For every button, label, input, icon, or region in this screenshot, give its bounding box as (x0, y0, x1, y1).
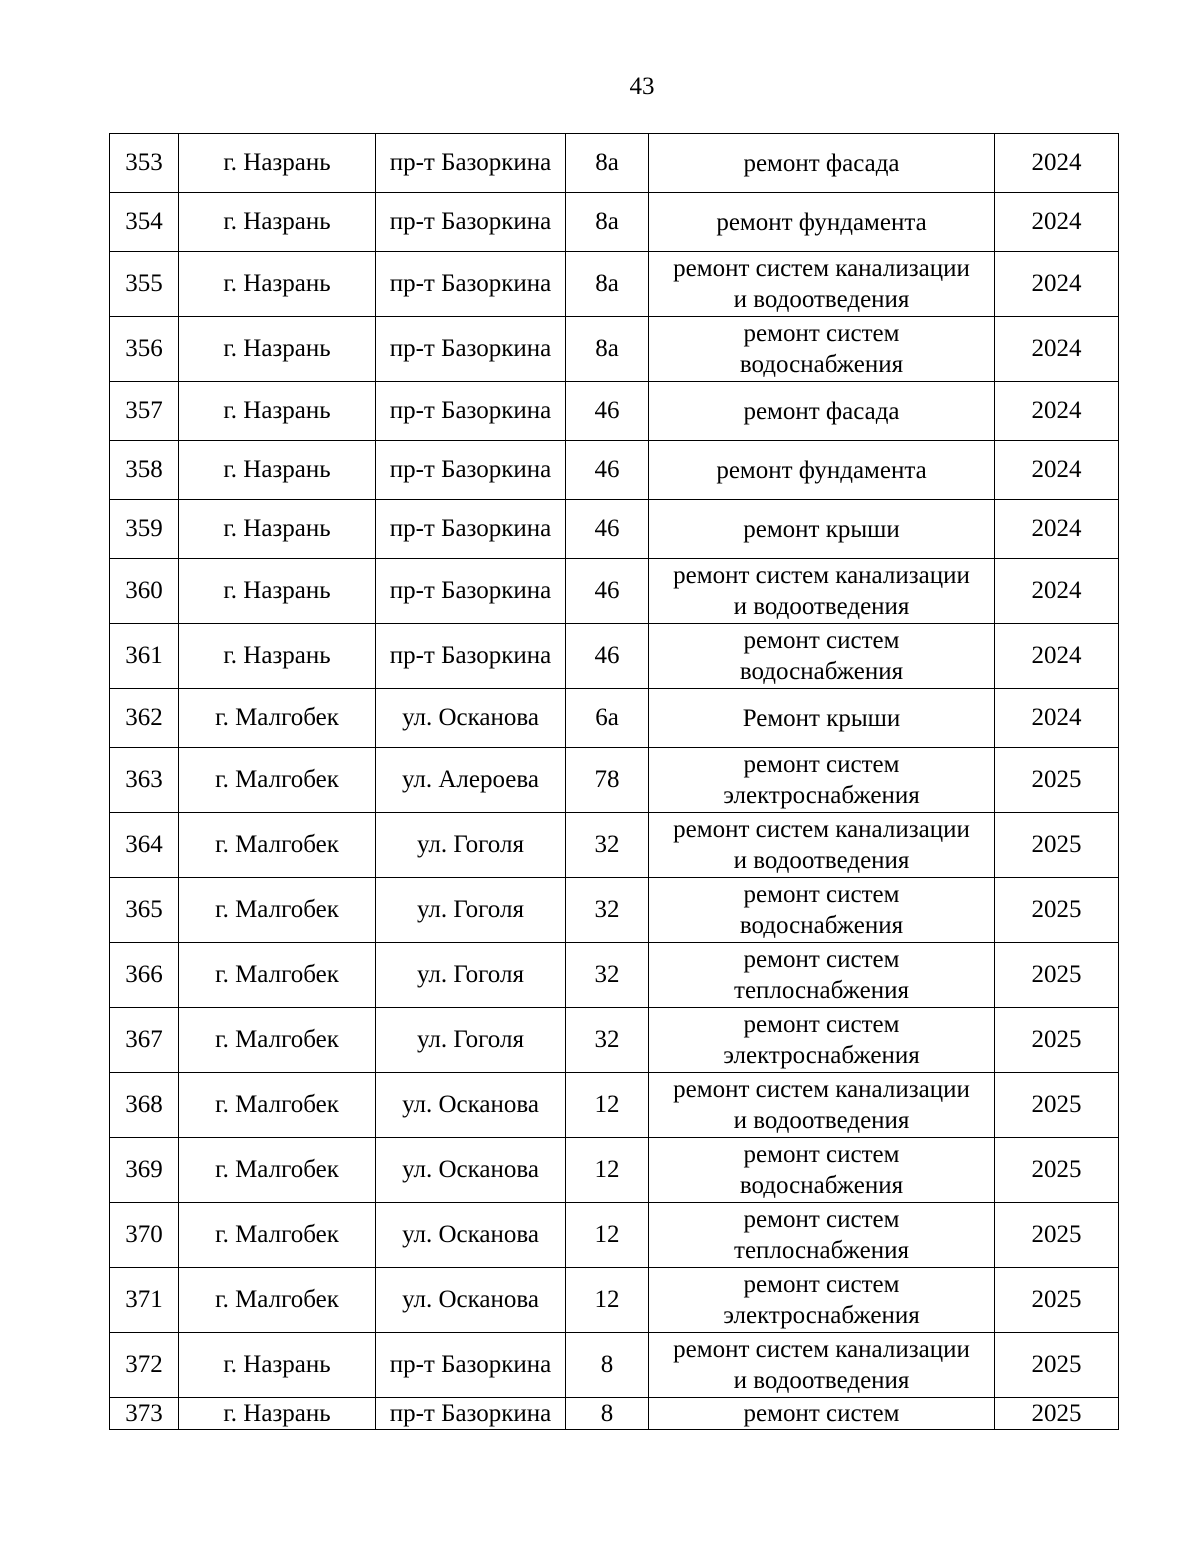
work-type-line: ремонт фасада (743, 397, 900, 425)
work-type-line: электроснабжения (723, 1302, 920, 1329)
table-row (110, 943, 1119, 1008)
work-type-line: ремонт систем (743, 1399, 900, 1427)
work-type-line: электроснабжения (723, 1042, 920, 1069)
row-number-cell: 367 (110, 1008, 179, 1073)
house-number-cell: 32 (566, 1008, 649, 1073)
street-cell: ул. Гоголя (376, 943, 566, 1008)
city-cell: г. Назрань (179, 624, 376, 689)
year-cell: 2025 (995, 1398, 1119, 1430)
work-type-cell (649, 1333, 995, 1398)
street-cell: ул. Осканова (376, 1268, 566, 1333)
year-cell: 2025 (995, 878, 1119, 943)
house-number-cell: 8а (566, 193, 649, 252)
row-number-cell: 364 (110, 813, 179, 878)
work-type-cell (649, 878, 995, 943)
work-type-cell (649, 500, 995, 559)
table-row (110, 252, 1119, 317)
table-row (110, 441, 1119, 500)
work-type-line: и водоотведения (733, 286, 910, 313)
work-type-line: ремонт систем (743, 1206, 900, 1233)
city-cell: г. Назрань (179, 559, 376, 624)
work-type-cell (649, 748, 995, 813)
work-type-cell (649, 1073, 995, 1138)
work-type-line: ремонт систем канализации (673, 562, 970, 589)
house-number-cell: 6а (566, 689, 649, 748)
table-row (110, 1398, 1119, 1430)
year-cell: 2024 (995, 500, 1119, 559)
row-number-cell: 359 (110, 500, 179, 559)
year-cell: 2024 (995, 193, 1119, 252)
table-row (110, 689, 1119, 748)
street-cell: пр-т Базоркина (376, 500, 566, 559)
work-type-line: ремонт систем канализации (673, 1076, 970, 1103)
work-type-line: ремонт систем (743, 1271, 900, 1298)
house-number-cell: 46 (566, 559, 649, 624)
city-cell: г. Назрань (179, 134, 376, 193)
row-number-cell: 357 (110, 382, 179, 441)
work-type-cell (649, 252, 995, 317)
row-number-cell: 363 (110, 748, 179, 813)
street-cell: ул. Гоголя (376, 813, 566, 878)
table-row (110, 1138, 1119, 1203)
street-cell: ул. Осканова (376, 689, 566, 748)
year-cell: 2024 (995, 134, 1119, 193)
work-type-cell (649, 1398, 995, 1430)
table-row (110, 134, 1119, 193)
house-number-cell: 32 (566, 813, 649, 878)
year-cell: 2025 (995, 748, 1119, 813)
house-number-cell: 8а (566, 134, 649, 193)
work-type-cell (649, 1268, 995, 1333)
work-type-line: ремонт систем канализации (673, 255, 970, 282)
work-type-line: ремонт систем (743, 320, 900, 347)
city-cell: г. Малгобек (179, 1268, 376, 1333)
row-number-cell: 354 (110, 193, 179, 252)
table-row (110, 317, 1119, 382)
house-number-cell: 12 (566, 1073, 649, 1138)
work-type-line: водоснабжения (739, 351, 904, 378)
work-type-cell (649, 813, 995, 878)
work-type-line: и водоотведения (733, 1107, 910, 1134)
house-number-cell: 46 (566, 500, 649, 559)
work-type-cell (649, 1008, 995, 1073)
table-row (110, 1268, 1119, 1333)
year-cell: 2024 (995, 382, 1119, 441)
street-cell: пр-т Базоркина (376, 1333, 566, 1398)
work-type-line: ремонт систем (743, 627, 900, 654)
work-type-cell (649, 689, 995, 748)
work-type-line: ремонт систем (743, 1141, 900, 1168)
year-cell: 2025 (995, 813, 1119, 878)
house-number-cell: 8а (566, 317, 649, 382)
row-number-cell: 368 (110, 1073, 179, 1138)
work-type-line: теплоснабжения (734, 1237, 909, 1264)
table-row (110, 193, 1119, 252)
row-number-cell: 355 (110, 252, 179, 317)
work-type-line: ремонт систем (743, 946, 900, 973)
work-type-cell (649, 624, 995, 689)
house-number-cell: 32 (566, 943, 649, 1008)
house-number-cell: 46 (566, 624, 649, 689)
work-type-cell (649, 193, 995, 252)
house-number-cell: 12 (566, 1203, 649, 1268)
row-number-cell: 356 (110, 317, 179, 382)
house-number-cell: 12 (566, 1138, 649, 1203)
year-cell: 2024 (995, 441, 1119, 500)
work-type-line: ремонт систем (743, 881, 900, 908)
street-cell: пр-т Базоркина (376, 1398, 566, 1430)
row-number-cell: 366 (110, 943, 179, 1008)
year-cell: 2025 (995, 1008, 1119, 1073)
work-type-cell (649, 559, 995, 624)
street-cell: пр-т Базоркина (376, 441, 566, 500)
year-cell: 2024 (995, 559, 1119, 624)
year-cell: 2025 (995, 1333, 1119, 1398)
work-type-cell (649, 1138, 995, 1203)
city-cell: г. Назрань (179, 1398, 376, 1430)
table-row (110, 748, 1119, 813)
row-number-cell: 371 (110, 1268, 179, 1333)
house-number-cell: 8 (566, 1333, 649, 1398)
row-number-cell: 373 (110, 1398, 179, 1430)
table-row (110, 500, 1119, 559)
work-type-line: и водоотведения (733, 593, 910, 620)
table-row (110, 1073, 1119, 1138)
row-number-cell: 372 (110, 1333, 179, 1398)
year-cell: 2024 (995, 317, 1119, 382)
year-cell: 2025 (995, 1138, 1119, 1203)
street-cell: ул. Алероева (376, 748, 566, 813)
year-cell: 2024 (995, 624, 1119, 689)
row-number-cell: 369 (110, 1138, 179, 1203)
city-cell: г. Малгобек (179, 878, 376, 943)
table-row (110, 382, 1119, 441)
row-number-cell: 358 (110, 441, 179, 500)
city-cell: г. Назрань (179, 500, 376, 559)
table-row (110, 1333, 1119, 1398)
street-cell: пр-т Базоркина (376, 624, 566, 689)
page-number: 43 (629, 73, 655, 100)
row-number-cell: 370 (110, 1203, 179, 1268)
work-type-line: электроснабжения (723, 782, 920, 809)
street-cell: ул. Гоголя (376, 878, 566, 943)
city-cell: г. Назрань (179, 317, 376, 382)
street-cell: ул. Осканова (376, 1203, 566, 1268)
table-row (110, 878, 1119, 943)
street-cell: ул. Осканова (376, 1138, 566, 1203)
house-number-cell: 8 (566, 1398, 649, 1430)
row-number-cell: 360 (110, 559, 179, 624)
city-cell: г. Малгобек (179, 1203, 376, 1268)
city-cell: г. Назрань (179, 252, 376, 317)
city-cell: г. Малгобек (179, 813, 376, 878)
work-type-line: водоснабжения (739, 912, 904, 939)
work-type-line: ремонт систем (743, 751, 900, 778)
repair-schedule-table (109, 133, 1119, 1430)
year-cell: 2024 (995, 689, 1119, 748)
work-type-line: теплоснабжения (734, 977, 909, 1004)
row-number-cell: 361 (110, 624, 179, 689)
work-type-line: Ремонт крыши (742, 704, 901, 732)
street-cell: пр-т Базоркина (376, 134, 566, 193)
house-number-cell: 12 (566, 1268, 649, 1333)
work-type-cell (649, 1203, 995, 1268)
table-row (110, 1203, 1119, 1268)
house-number-cell: 78 (566, 748, 649, 813)
year-cell: 2024 (995, 252, 1119, 317)
house-number-cell: 46 (566, 441, 649, 500)
street-cell: пр-т Базоркина (376, 252, 566, 317)
city-cell: г. Малгобек (179, 748, 376, 813)
work-type-cell (649, 943, 995, 1008)
year-cell: 2025 (995, 1268, 1119, 1333)
work-type-line: ремонт фундамента (716, 208, 927, 236)
year-cell: 2025 (995, 1073, 1119, 1138)
city-cell: г. Малгобек (179, 943, 376, 1008)
street-cell: пр-т Базоркина (376, 317, 566, 382)
work-type-line: и водоотведения (733, 1367, 910, 1394)
work-type-line: ремонт крыши (743, 515, 900, 543)
city-cell: г. Назрань (179, 1333, 376, 1398)
year-cell: 2025 (995, 1203, 1119, 1268)
table-row (110, 624, 1119, 689)
work-type-line: водоснабжения (739, 658, 904, 685)
work-type-line: ремонт фундамента (716, 456, 927, 484)
table-row (110, 1008, 1119, 1073)
work-type-line: ремонт систем (743, 1011, 900, 1038)
city-cell: г. Малгобек (179, 689, 376, 748)
table-body (110, 134, 1119, 1430)
row-number-cell: 353 (110, 134, 179, 193)
street-cell: пр-т Базоркина (376, 382, 566, 441)
row-number-cell: 365 (110, 878, 179, 943)
work-type-cell (649, 134, 995, 193)
city-cell: г. Назрань (179, 193, 376, 252)
work-type-cell (649, 317, 995, 382)
city-cell: г. Назрань (179, 382, 376, 441)
table-row (110, 559, 1119, 624)
work-type-line: и водоотведения (733, 847, 910, 874)
house-number-cell: 32 (566, 878, 649, 943)
street-cell: пр-т Базоркина (376, 193, 566, 252)
house-number-cell: 8а (566, 252, 649, 317)
work-type-line: ремонт систем канализации (673, 816, 970, 843)
street-cell: ул. Гоголя (376, 1008, 566, 1073)
year-cell: 2025 (995, 943, 1119, 1008)
work-type-line: ремонт систем канализации (673, 1336, 970, 1363)
city-cell: г. Малгобек (179, 1073, 376, 1138)
table-row (110, 813, 1119, 878)
city-cell: г. Малгобек (179, 1138, 376, 1203)
work-type-line: ремонт фасада (743, 149, 900, 177)
city-cell: г. Назрань (179, 441, 376, 500)
row-number-cell: 362 (110, 689, 179, 748)
street-cell: пр-т Базоркина (376, 559, 566, 624)
work-type-cell (649, 441, 995, 500)
work-type-cell (649, 382, 995, 441)
work-type-line: водоснабжения (739, 1172, 904, 1199)
house-number-cell: 46 (566, 382, 649, 441)
city-cell: г. Малгобек (179, 1008, 376, 1073)
street-cell: ул. Осканова (376, 1073, 566, 1138)
